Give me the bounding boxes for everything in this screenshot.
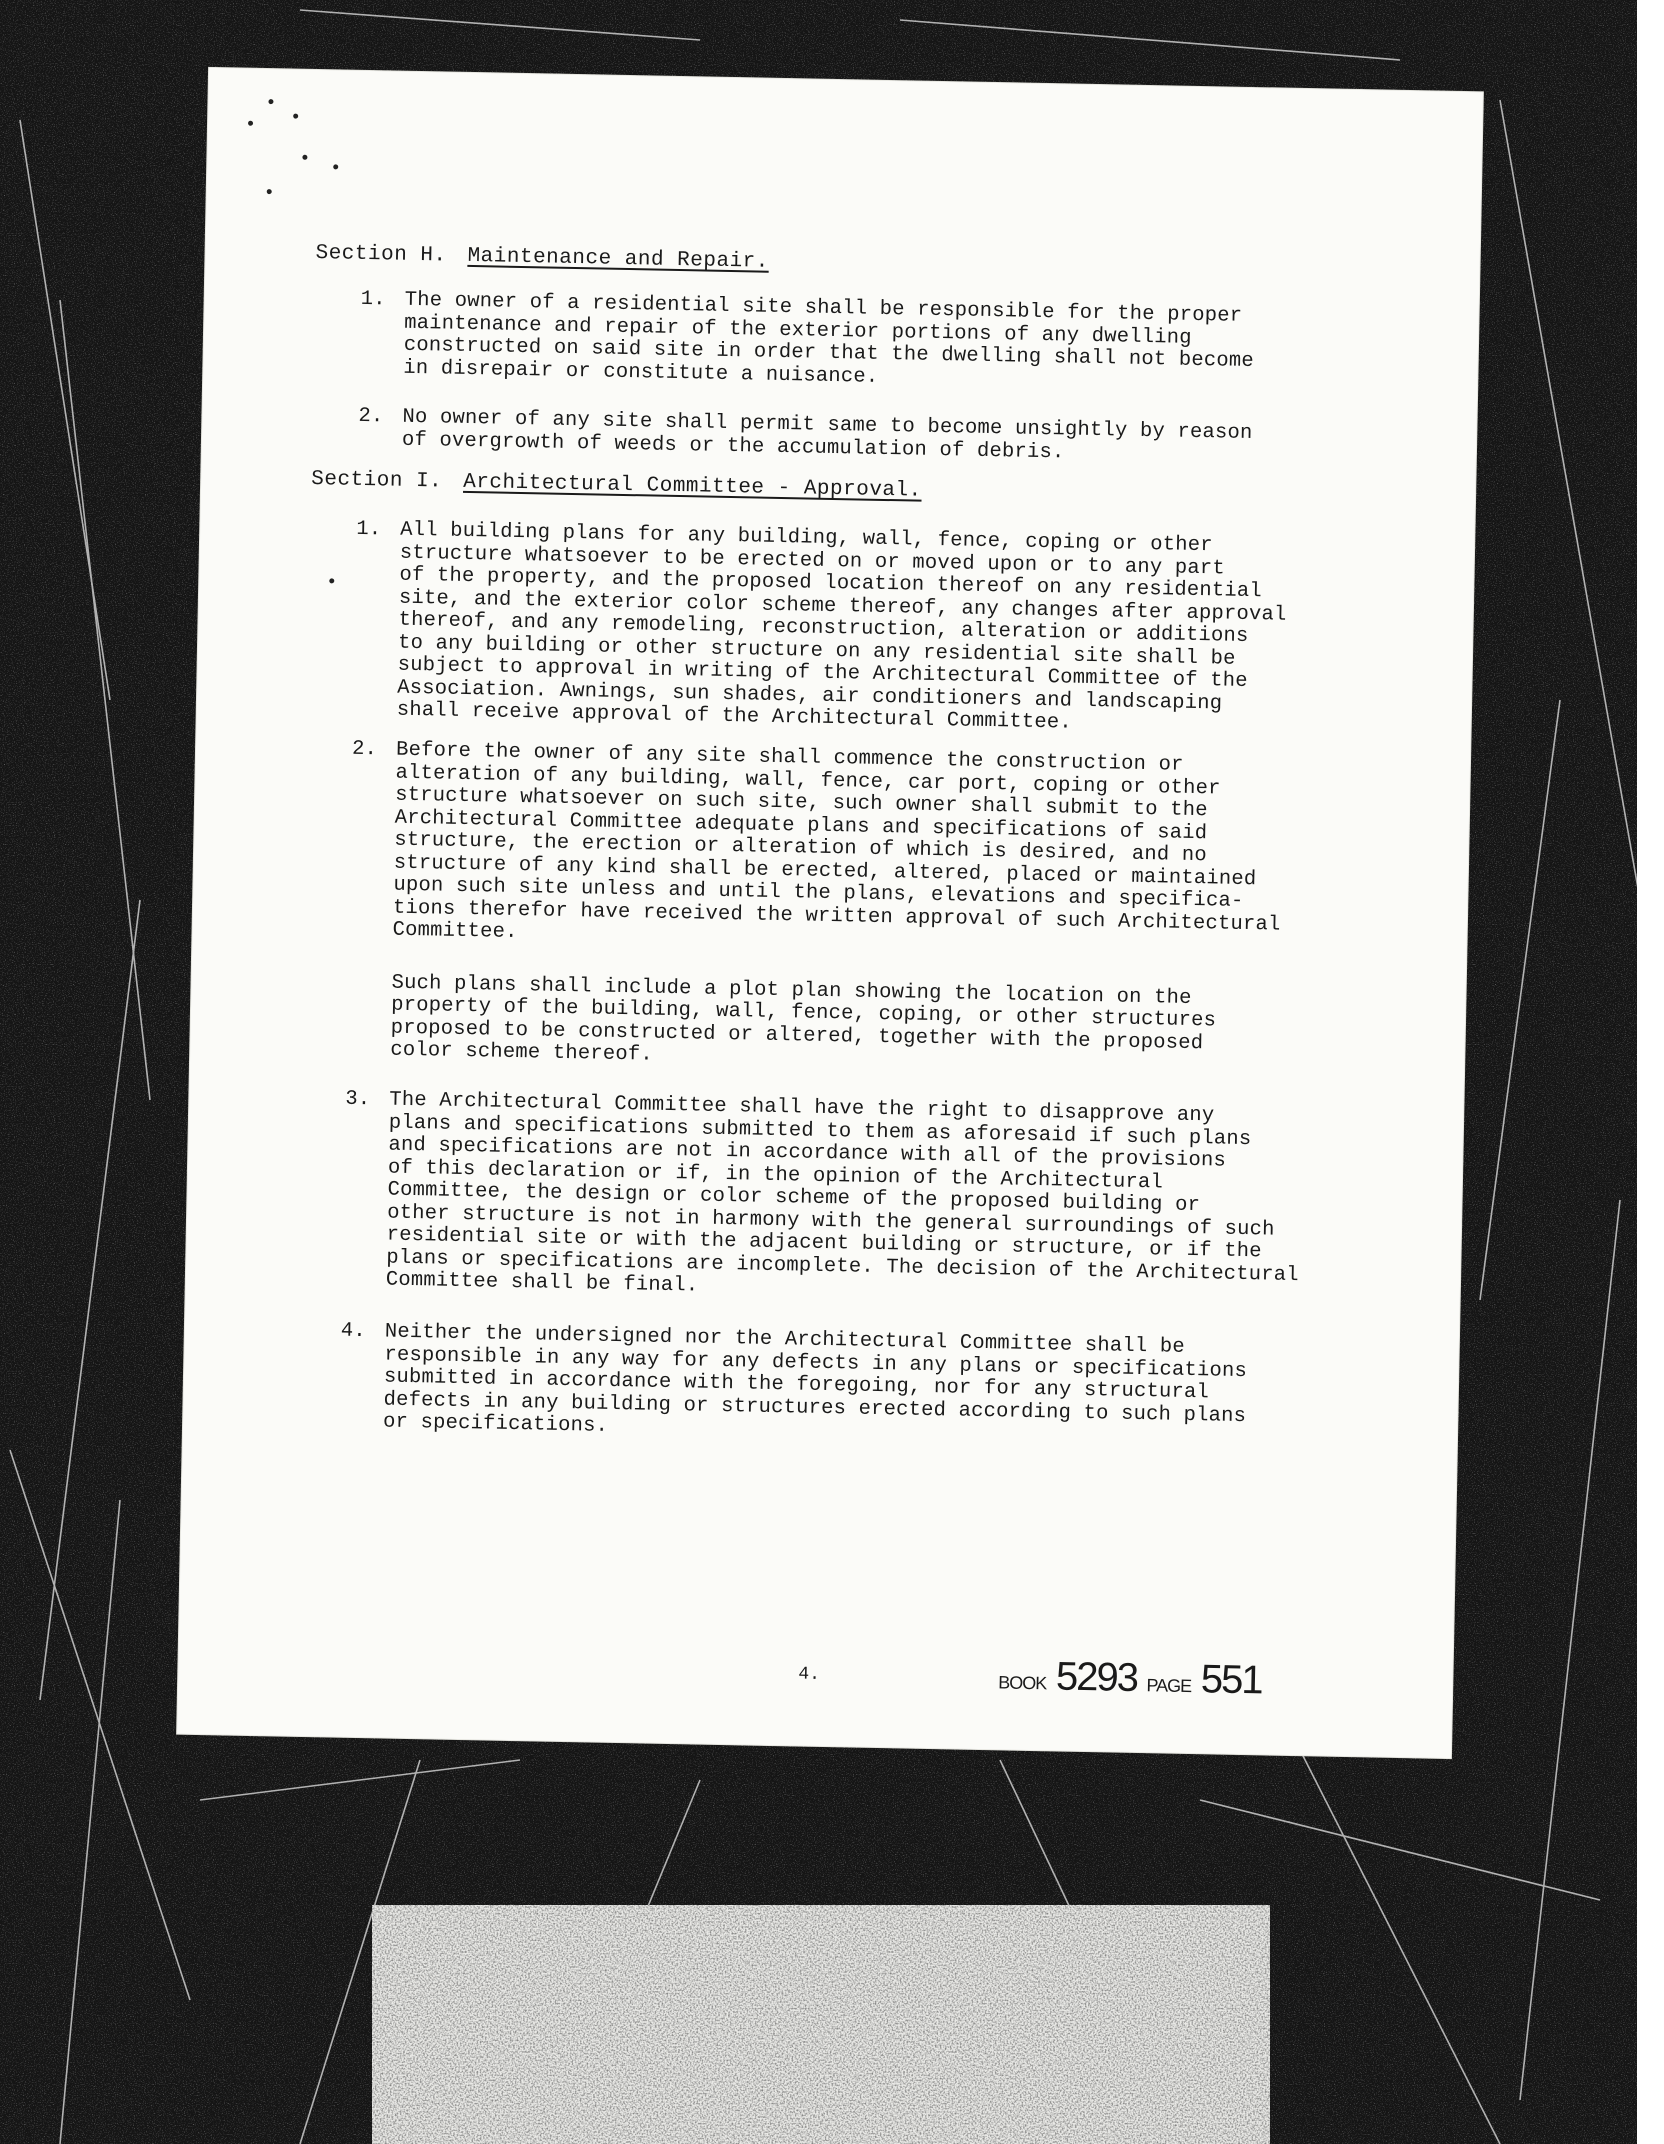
- section-i-item-4: [340, 1319, 1248, 1451]
- section-h-item-2: [358, 404, 1253, 468]
- page-number: 4.: [798, 1664, 821, 1685]
- section-title: Architectural Committee - Approval.: [462, 470, 922, 503]
- section-i-heading: [311, 468, 922, 503]
- item-text: No owner of any site shall permit same to become unsightly by reason of overgrowth of weeds or the accumulation of debris.: [401, 405, 1253, 464]
- book-page-stamp: [998, 1653, 1262, 1703]
- item-text: All building plans for any building, wall, fence, coping or other structure whatsoever to be erected on or moved upon or to any part of the property, and the proposed location thereof on any residential site, and the exterior color scheme thereof, any changes after approval thereof, and any remodeling, reconstruction, alteration or additions to any building or other structure on any residential site shall be subject to approval in writing of the Architectural Committee of the Association. Awnings, sun shades, air conditioners and landscaping shall receive approval of the Architectural Committee.: [396, 518, 1287, 735]
- section-h-heading: [315, 242, 769, 274]
- bottom-smudge-area: [372, 1905, 1270, 2144]
- item-text: The owner of a residential site shall be responsible for the proper maintenance and repair of the exterior portions of any dwelling constructed on said site in order that the dwelling shall not become in disrepair or constitute a nuisance.: [403, 288, 1255, 389]
- page-label: PAGE: [1146, 1675, 1192, 1697]
- section-h-item-1: [360, 287, 1255, 396]
- item-number: 1.: [360, 287, 386, 312]
- item-text: The Architectural Committee shall have the right to disapprove any plans and specifications submitted to them as aforesaid if such plans and specifications are not in accordance with all of the provisions of this declaration or if, in the opinion of the Architectural Committee, the design or color scheme of the proposed building or other structure is not in harmony with the general surroundings of such residential site or with the adjacent building or structure, or if the plans or specifications are incomplete. The decision of the Architectural Committee shall be final.: [385, 1088, 1300, 1298]
- section-i-item-1: [356, 517, 1288, 740]
- item-number: 4.: [340, 1319, 367, 1344]
- item-extra-paragraph: Such plans shall include a plot plan showing the location on the property of the building, wall, fence, coping, or other structures proposed to be constructed or altered, together with the proposed color scheme thereof.: [390, 971, 1217, 1067]
- item-text: Neither the undersigned nor the Architectural Committee shall be responsible in any way for any defects in any plans or specifications submitted in accordance with the foregoing, nor for any structural defects in any building or structures erected according to such plans or specifications.: [382, 1320, 1248, 1438]
- item-number: 2.: [351, 737, 378, 762]
- item-text: Before the owner of any site shall commence the construction or alteration of any building, wall, fence, car port, coping or other structure whatsoever on such site, such owner shall submit to the Architectural Committee adequate plans and specifications of said structure, the erection or alteration of which is desired, and no structure of any kind shall be erected, altered, placed or maintained upon such site unless and until the plans, elevations and specifica- tions therefor have received the written approval of such Architectural Committee.: [392, 738, 1281, 945]
- section-i-item-2: [351, 737, 1284, 1079]
- book-label: BOOK: [998, 1672, 1047, 1694]
- section-title: Maintenance and Repair.: [467, 244, 770, 274]
- item-number: 2.: [358, 404, 384, 429]
- section-i-item-3: [345, 1087, 1302, 1310]
- book-number: 5293: [1055, 1654, 1138, 1701]
- item-number: 3.: [345, 1087, 371, 1112]
- section-label: Section I.: [311, 467, 443, 494]
- item-number: 1.: [356, 517, 382, 542]
- document-page: [177, 68, 1483, 1758]
- section-label: Section H.: [315, 242, 447, 268]
- page-ref: 551: [1200, 1657, 1263, 1703]
